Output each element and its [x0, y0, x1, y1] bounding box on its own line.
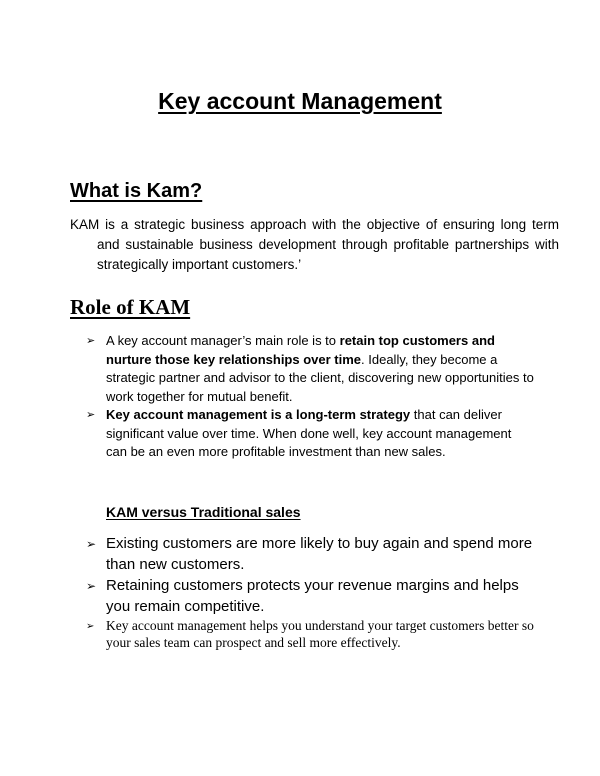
kam-versus-traditional-sales-heading: KAM versus Traditional sales: [106, 504, 301, 520]
role-item-2-text-end: that can deliver significant value over time. When done well, key account management can be an even more profitable investment than new sales.: [106, 407, 512, 459]
kam-definition: KAM is a strategic business approach with the objective of ensuring long term and sustainable business development through profitable partnerships with strategically important customers.’: [70, 217, 559, 272]
role-list: [86, 332, 534, 462]
document-title: Key account Management: [158, 88, 442, 114]
arrowhead-bullet-icon: ➢: [86, 579, 97, 593]
role-item-1-emphasis: retain top customers and nurture those key relationships over time: [106, 333, 495, 367]
list-item: [86, 332, 534, 406]
arrowhead-bullet-icon: ➢: [86, 621, 95, 632]
understanding-list: [86, 617, 534, 651]
arrowhead-bullet-icon: ➢: [86, 334, 96, 347]
understanding-item-text: Key account management helps you understand your target customers better so your sales team can prospect and sell more effectively.: [106, 618, 534, 650]
arrowhead-bullet-icon: ➢: [86, 408, 96, 421]
what-is-kam-heading: What is Kam?: [70, 180, 203, 202]
role-item-2-emphasis: Key account management is a long-term strategy: [106, 407, 411, 422]
role-item-1-text-start: A key account manager’s main role is to: [106, 333, 340, 348]
role-item-1-text: [106, 333, 534, 404]
list-item: [86, 575, 534, 617]
list-item: [86, 617, 534, 651]
role-of-kam-heading: Role of KAM: [70, 295, 191, 319]
versus-item-2-text: Retaining customers protects your revenue margins and helps you remain competitive.: [106, 577, 519, 615]
versus-list: [86, 533, 534, 617]
versus-item-1-text: Existing customers are more likely to buy again and spend more than new customers.: [106, 535, 533, 573]
list-item: [86, 406, 534, 462]
list-item: [86, 533, 534, 575]
role-item-1-text-end: . Ideally, they become a strategic partner and advisor to the client, discovering new opportunities to work together for mutual benefit.: [106, 351, 534, 404]
arrowhead-bullet-icon: ➢: [86, 537, 97, 551]
role-item-2-text: [106, 407, 511, 459]
